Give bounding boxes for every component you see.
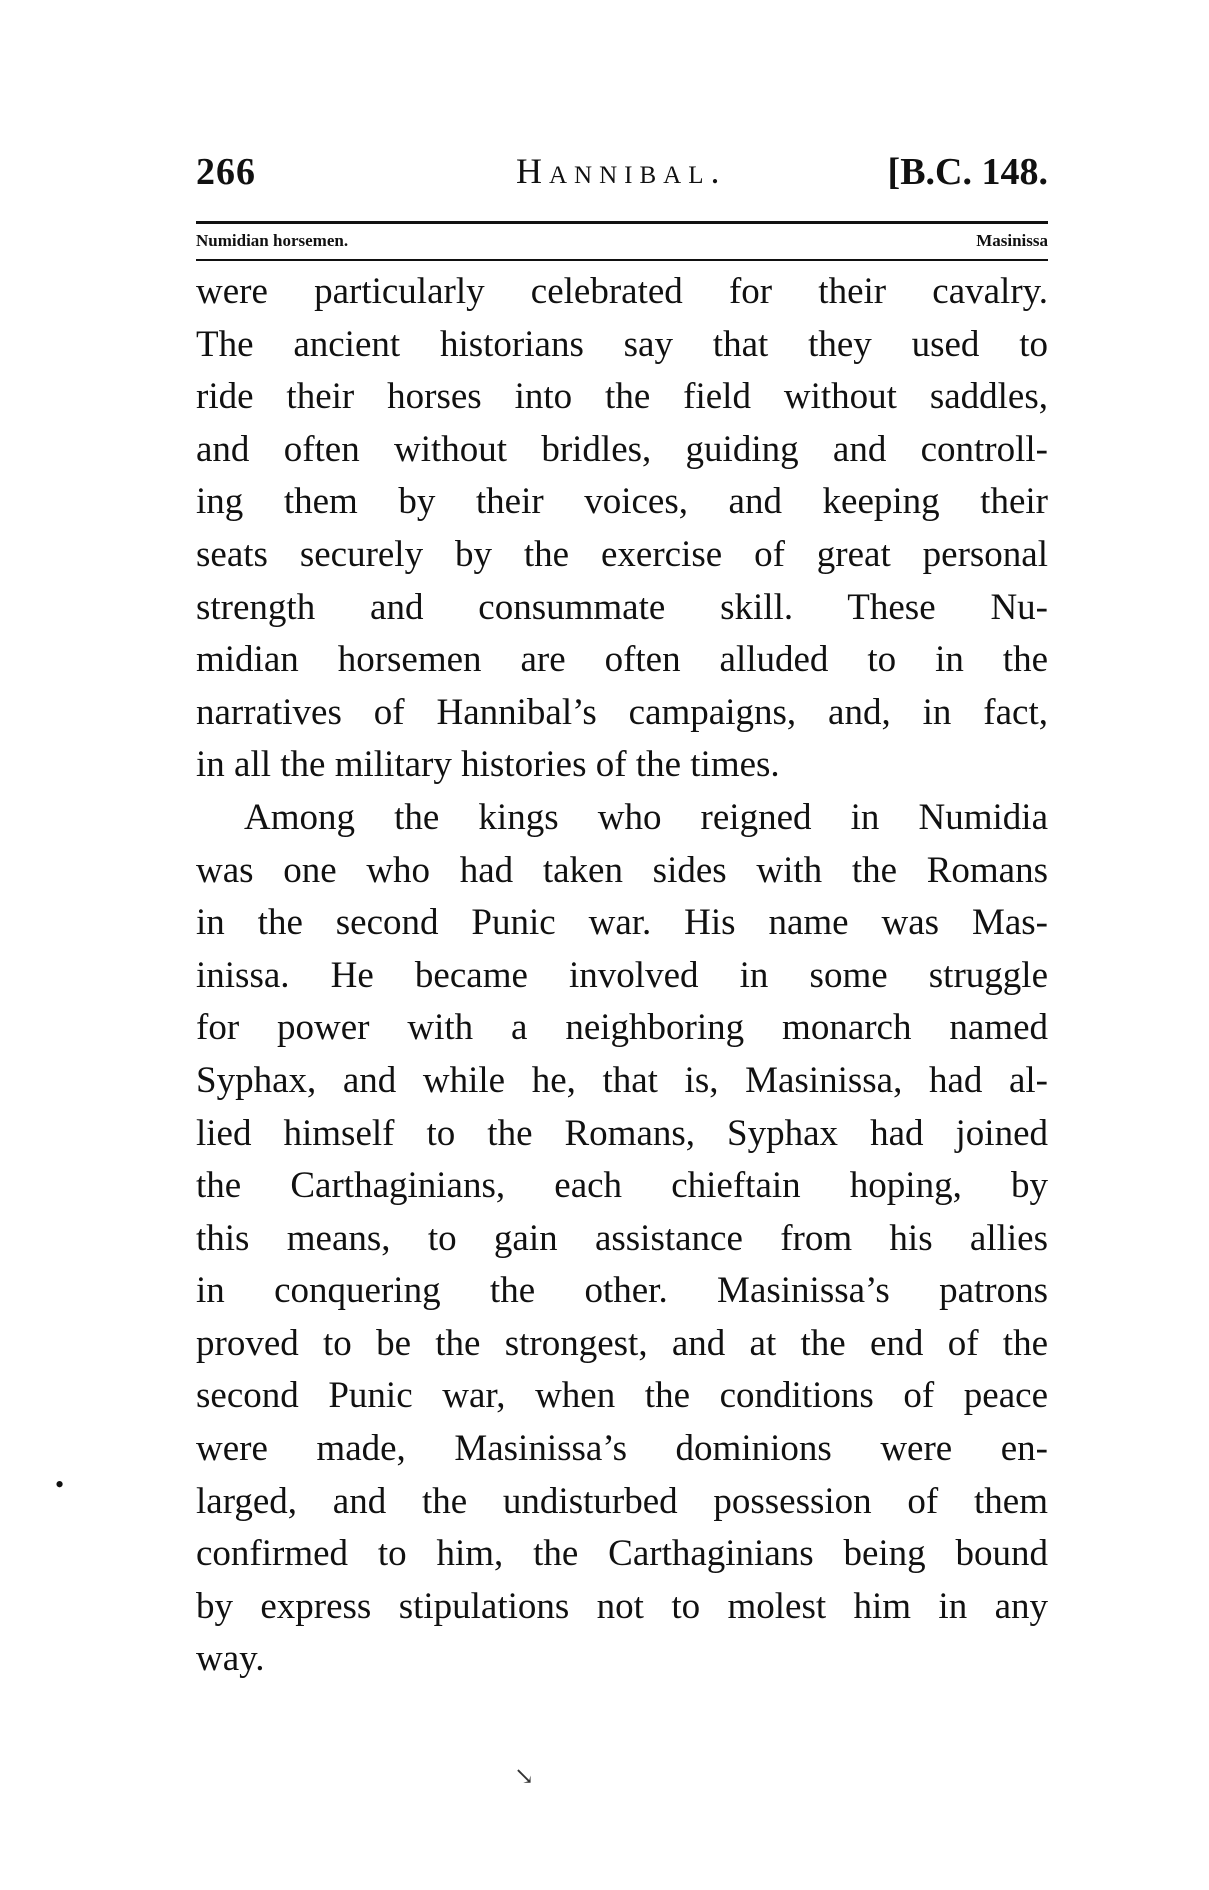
text-line: in the second Punic war. His name was Mas- — [196, 902, 1048, 944]
body-text — [196, 266, 1048, 1686]
side-headings — [196, 231, 1048, 255]
text-line: for power with a neighboring monarch named — [196, 1007, 1048, 1049]
text-line: Syphax, and while he, that is, Masinissa, had al- — [196, 1059, 1048, 1101]
side-heading-right: Masinissa — [976, 231, 1048, 250]
text-line: was one who had taken sides with the Romans — [196, 849, 1048, 891]
text-line: way. — [196, 1638, 265, 1680]
text-line: this means, to gain assistance from his allies — [196, 1217, 1048, 1259]
stray-mark-icon: ↘ — [514, 1764, 535, 1790]
subheader-rule — [196, 259, 1048, 261]
text-line: the Carthaginians, each chieftain hoping, by — [196, 1165, 1048, 1207]
text-line: larged, and the undisturbed possession of them — [196, 1480, 1048, 1522]
text-line: were particularly celebrated for their cavalry. — [196, 271, 1048, 312]
text-line: confirmed to him, the Carthaginians being bound — [196, 1533, 1048, 1575]
text-line: were made, Masinissa’s dominions were en- — [196, 1428, 1048, 1470]
text-line: and often without bridles, guiding and controll- — [196, 428, 1048, 470]
header-rule — [196, 221, 1048, 224]
page-header — [196, 150, 1048, 210]
paragraph-1 — [196, 266, 1048, 792]
text-line: ing them by their voices, and keeping their — [196, 481, 1048, 523]
text-line: seats securely by the exercise of great personal — [196, 533, 1048, 575]
text-line: in all the military histories of the times. — [196, 744, 780, 786]
paragraph-2 — [196, 792, 1048, 1686]
text-line: Among the kings who reigned in Numidia — [244, 796, 1048, 838]
side-heading-left: Numidian horsemen. — [196, 231, 349, 250]
text-line: The ancient historians say that they used to — [196, 323, 1048, 365]
text-line: ride their horses into the field without saddles, — [196, 376, 1048, 418]
text-line: midian horsemen are often alluded to in the — [196, 639, 1048, 681]
text-line: inissa. He became involved in some struggle — [196, 954, 1048, 996]
margin-mark-icon: • — [55, 1470, 65, 1499]
date-range: [B.C. 148. — [887, 151, 1048, 193]
text-line: by express stipulations not to molest him in any — [196, 1585, 1048, 1627]
text-line: lied himself to the Romans, Syphax had joined — [196, 1112, 1048, 1154]
text-line: in conquering the other. Masinissa’s patrons — [196, 1270, 1048, 1312]
page-number: 266 — [196, 151, 256, 193]
text-line: proved to be the strongest, and at the end of the — [196, 1322, 1048, 1364]
text-line: second Punic war, when the conditions of peace — [196, 1375, 1048, 1417]
text-line: narratives of Hannibal’s campaigns, and, in fact, — [196, 691, 1048, 733]
running-title: Hannibal. — [516, 151, 727, 191]
text-line: strength and consummate skill. These Nu- — [196, 586, 1048, 628]
